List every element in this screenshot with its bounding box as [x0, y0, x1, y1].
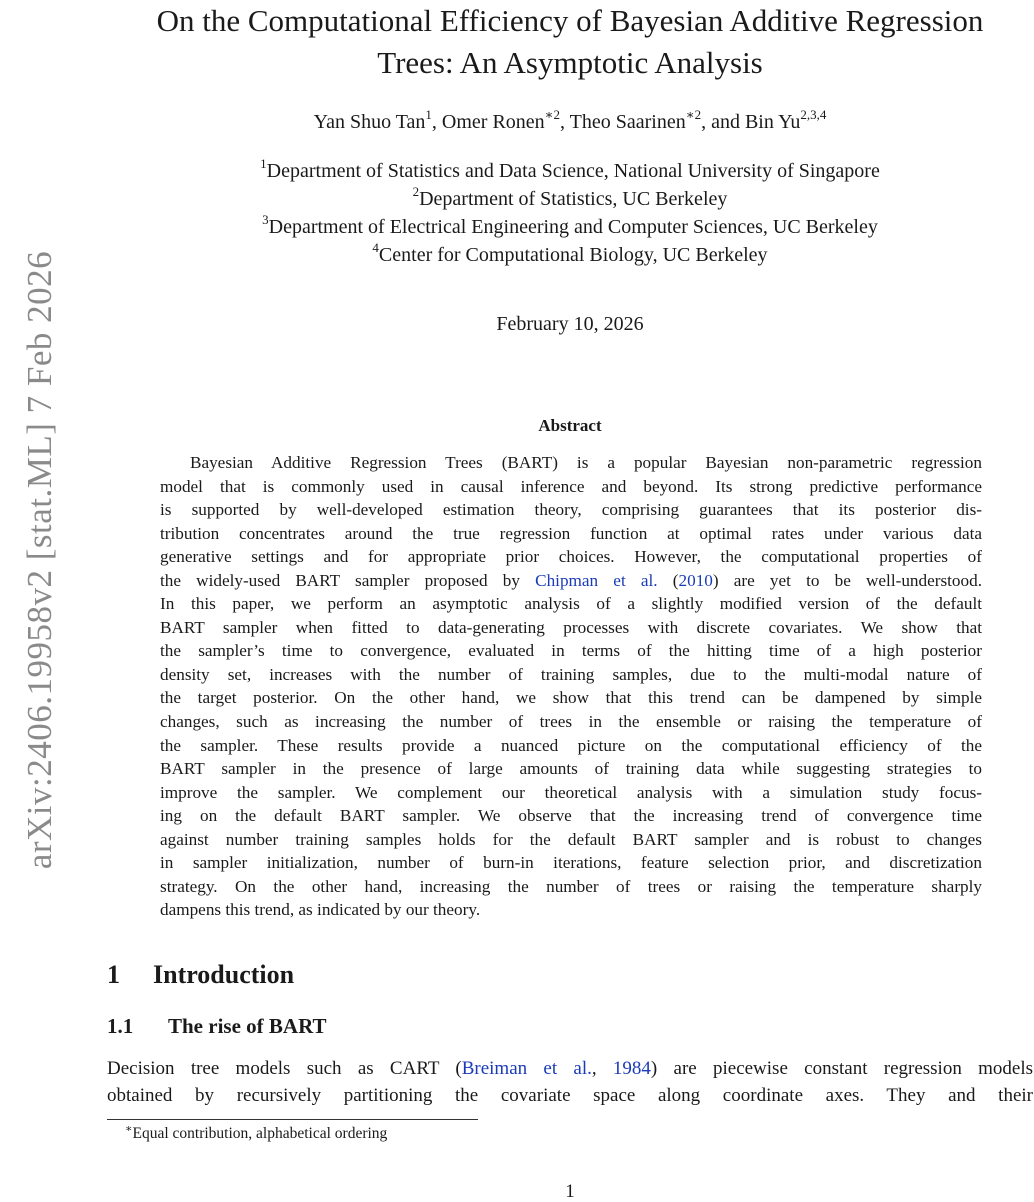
affiliation-mark: 3 — [262, 212, 269, 228]
citation-link-chipman[interactable]: Chipman et al. — [535, 570, 658, 590]
affiliation-text: Department of Statistics and Data Science, National University of Singapore — [266, 160, 880, 182]
author-separator: , — [431, 111, 442, 133]
page-number: 1 — [565, 1181, 575, 1202]
abstract-line: BART sampler when fitted to data-generating processes with discrete covariates. We show that — [160, 617, 982, 637]
section-heading — [107, 958, 294, 992]
title-line-2: Trees: An Asymptotic Analysis — [377, 45, 763, 80]
abstract-heading: Abstract — [538, 416, 602, 435]
abstract-line: changes, such as increasing the number of trees in the ensemble or raising the temperature of — [160, 712, 982, 732]
abstract-text-span: the widely-used BART sampler proposed by — [160, 570, 536, 590]
subsection-number: 1.1 — [107, 1014, 134, 1038]
abstract-line-with-citation — [160, 569, 982, 593]
author-name: Omer Ronen — [441, 111, 545, 133]
abstract-line: improve the sampler. We complement our theoretical analysis with a simulation study focus- — [160, 782, 982, 802]
abstract-line: BART sampler in the presence of large amounts of training data while suggesting strategies to — [160, 759, 982, 779]
abstract-line: dampens this trend, as indicated by our theory. — [160, 900, 481, 920]
abstract-text-span: ) are yet to be well-understood. — [712, 570, 982, 590]
abstract-line: the sampler. These results provide a nuanced picture on the computational efficiency of the — [160, 735, 982, 755]
abstract-line: model that is commonly used in causal inference and beyond. Its strong predictive performance — [160, 476, 982, 496]
author-affil-mark: ∗2 — [685, 107, 702, 123]
affiliation — [100, 213, 1034, 241]
author-separator: , and — [701, 111, 745, 133]
subsection-heading — [107, 1012, 327, 1040]
abstract-line: generative settings and for appropriate prior choices. However, the computational properties of — [160, 547, 982, 567]
abstract-line: density set, increases with the number of training samples, due to the multi-modal nature of — [160, 664, 982, 684]
subsection-title: The rise of BART — [168, 1014, 327, 1038]
citation-link-breiman[interactable]: Breiman et al. — [461, 1058, 592, 1079]
abstract-line: in sampler initialization, number of burn-in iterations, feature selection prior, and discretization — [160, 853, 982, 873]
abstract-line: is supported by well-developed estimation theory, comprising guarantees that its posterior dis- — [160, 500, 982, 520]
author-name: Theo Saarinen — [569, 111, 686, 133]
author-separator: , — [560, 111, 570, 133]
section-title: Introduction — [153, 960, 295, 989]
affiliation — [100, 157, 1034, 185]
affiliation — [100, 185, 1034, 213]
body-text-span: , — [591, 1058, 613, 1079]
author-name: Yan Shuo Tan — [313, 111, 426, 133]
author-affil-mark: ∗2 — [544, 107, 561, 123]
citation-link-1984[interactable]: 1984 — [612, 1058, 651, 1079]
affiliation-text: Department of Statistics, UC Berkeley — [419, 188, 728, 210]
affiliation — [100, 241, 1034, 269]
body-line-with-citation — [107, 1055, 1033, 1082]
publication-date: February 10, 2026 — [496, 313, 644, 335]
footnote-mark: ∗ — [125, 1122, 133, 1135]
footnote-text: Equal contribution, alphabetical ordering — [132, 1125, 388, 1142]
affiliation-mark: 2 — [412, 184, 420, 200]
arxiv-side-stamp[interactable]: arXiv:2406.19958v2 [stat.ML] 7 Feb 2026 — [20, 250, 59, 870]
footnote — [125, 1124, 387, 1144]
abstract-line: tribution concentrates around the true regression function at optimal rates under various data — [160, 523, 982, 543]
intro-paragraph — [107, 1055, 1033, 1109]
body-text-span: Decision tree models such as CART ( — [107, 1058, 462, 1079]
abstract-line: the sampler’s time to convergence, evaluated in terms of the hitting time of a high posterior — [160, 641, 982, 661]
abstract-line: Bayesian Additive Regression Trees (BART) is a popular Bayesian non-parametric regression — [190, 453, 982, 472]
author-list — [100, 109, 1034, 135]
abstract-text-span: ( — [657, 570, 679, 590]
abstract-line: the target posterior. On the other hand, we show that this trend can be dampened by simple — [160, 688, 982, 708]
paper-title — [100, 0, 1034, 84]
affiliation-text: Center for Computational Biology, UC Berkeley — [378, 244, 768, 266]
abstract-line: ing on the default BART sampler. We observe that the increasing trend of convergence time — [160, 806, 982, 826]
abstract-line: against number training samples holds for the default BART sampler and is robust to changes — [160, 829, 982, 849]
abstract-line: In this paper, we perform an asymptotic analysis of a slightly modified version of the default — [160, 594, 982, 614]
affiliation-text: Department of Electrical Engineering and Computer Sciences, UC Berkeley — [268, 216, 878, 238]
citation-link-2010[interactable]: 2010 — [678, 570, 713, 590]
title-line-1: On the Computational Efficiency of Bayesian Additive Regression — [156, 3, 984, 38]
author-name: Bin Yu — [744, 111, 801, 133]
abstract-line: strategy. On the other hand, increasing the number of trees or raising the temperature sharply — [160, 876, 982, 896]
affiliation-mark: 4 — [372, 240, 379, 256]
abstract-body — [160, 451, 982, 922]
section-number: 1 — [107, 960, 120, 989]
affiliation-list — [100, 157, 1034, 269]
body-text-span: ) are piecewise constant regression models — [650, 1058, 1033, 1079]
author-affil-mark: 1 — [425, 107, 432, 123]
footnote-divider — [107, 1119, 478, 1120]
author-affil-mark: 2,3,4 — [800, 107, 827, 123]
body-line: obtained by recursively partitioning the covariate space along coordinate axes. They and their — [107, 1085, 1033, 1106]
affiliation-mark: 1 — [260, 156, 267, 172]
